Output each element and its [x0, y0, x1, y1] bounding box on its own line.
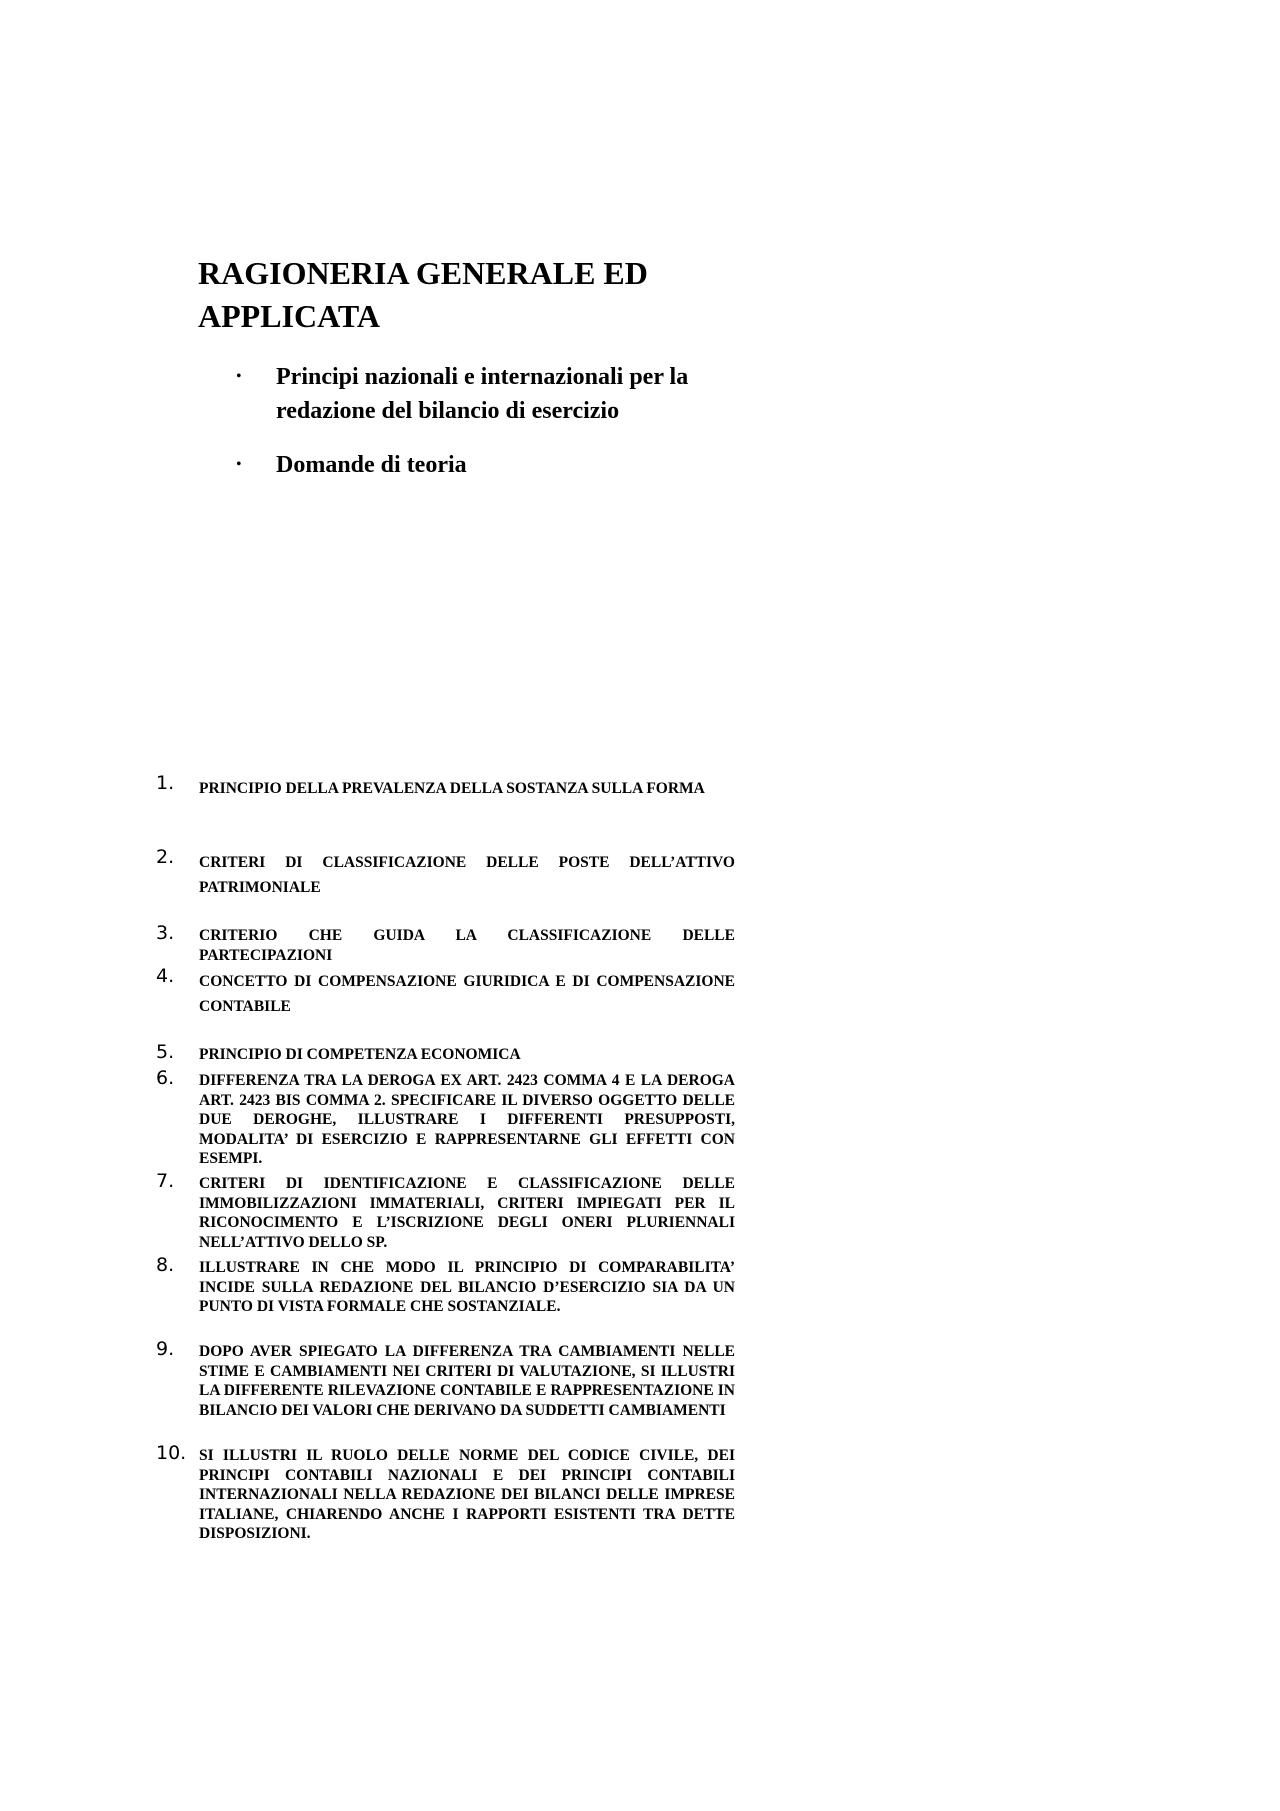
question-item: [150, 1254, 735, 1317]
question-text: PRINCIPIO DELLA PREVALENZA DELLA SOSTANZA SULLA FORMA: [199, 780, 705, 797]
topic-text: Domande di teoria: [276, 452, 467, 478]
question-text: CRITERI DI CLASSIFICAZIONE DELLE POSTE DELL’ATTIVO PATRIMONIALE: [199, 854, 735, 896]
question-item: [150, 1170, 735, 1252]
topic-item: [232, 360, 752, 428]
question-text: CRITERIO CHE GUIDA LA CLASSIFICAZIONE DELLE PARTECIPAZIONI: [199, 927, 735, 964]
question-number: 3.: [156, 922, 175, 944]
question-number: 4.: [156, 965, 175, 987]
question-number: 7.: [156, 1170, 175, 1192]
question-item: [150, 965, 735, 1019]
question-text: DIFFERENZA TRA LA DEROGA EX ART. 2423 COMMA 4 E LA DEROGA ART. 2423 BIS COMMA 2. SPECIFICARE IL DIVERSO OGGETTO DELLE DUE DEROGHE, ILLUSTRARE I DIFFERENTI PRESUPPOSTI, MODALITA’ DI ESERCIZIO E RAPPRESENTARNE GLI EFFETTI CON ESEMPI.: [199, 1072, 735, 1167]
question-text: ILLUSTRARE IN CHE MODO IL PRINCIPIO DI COMPARABILITA’ INCIDE SULLA REDAZIONE DEL BILANCIO D’ESERCIZIO SIA DA UN PUNTO DI VISTA FORMALE CHE SOSTANZIALE.: [199, 1259, 735, 1315]
bullet-icon: •: [236, 368, 242, 385]
question-item: [150, 772, 735, 801]
question-text: PRINCIPIO DI COMPETENZA ECONOMICA: [199, 1046, 521, 1063]
question-text: SI ILLUSTRI IL RUOLO DELLE NORME DEL CODICE CIVILE, DEI PRINCIPI CONTABILI NAZIONALI E DEI PRINCIPI CONTABILI INTERNAZIONALI NELLA REDAZIONE DEI BILANCI DELLE IMPRESE ITALIANE, CHIARENDO ANCHE I RAPPORTI ESISTENTI TRA DETTE DISPOSIZIONI.: [199, 1447, 735, 1542]
question-item: [150, 1338, 735, 1420]
question-number: 6.: [156, 1067, 175, 1089]
question-text: CRITERI DI IDENTIFICAZIONE E CLASSIFICAZIONE DELLE IMMOBILIZZAZIONI IMMATERIALI, CRITERI IMPIEGATI PER IL RICONOCIMENTO E L’ISCRIZIONE DEGLI ONERI PLURIENNALI NELL’ATTIVO DELLO SP.: [199, 1175, 735, 1251]
topic-item: [232, 448, 752, 482]
question-number: 1.: [156, 772, 175, 794]
question-item: [150, 1442, 735, 1544]
question-number: 5.: [156, 1041, 175, 1063]
question-number: 10.: [156, 1442, 187, 1464]
topic-list: [232, 360, 752, 502]
question-text: CONCETTO DI COMPENSAZIONE GIURIDICA E DI COMPENSAZIONE CONTABILE: [199, 973, 735, 1015]
question-number: 8.: [156, 1254, 175, 1276]
bullet-icon: •: [236, 456, 242, 473]
question-number: 2.: [156, 846, 175, 868]
question-item: [150, 846, 735, 900]
question-item: [150, 1067, 735, 1169]
question-item: [150, 1041, 735, 1065]
question-item: [150, 922, 735, 965]
question-number: 9.: [156, 1338, 175, 1360]
question-text: DOPO AVER SPIEGATO LA DIFFERENZA TRA CAMBIAMENTI NELLE STIME E CAMBIAMENTI NEI CRITERI DI VALUTAZIONE, SI ILLUSTRI LA DIFFERENTE RILEVAZIONE CONTABILE E RAPPRESENTAZIONE IN BILANCIO DEI VALORI CHE DERIVANO DA SUDDETTI CAMBIAMENTI: [199, 1343, 735, 1419]
document-title: RAGIONERIA GENERALE ED APPLICATA: [198, 255, 648, 334]
topic-text: Principi nazionali e internazionali per la redazione del bilancio di esercizio: [276, 364, 689, 424]
